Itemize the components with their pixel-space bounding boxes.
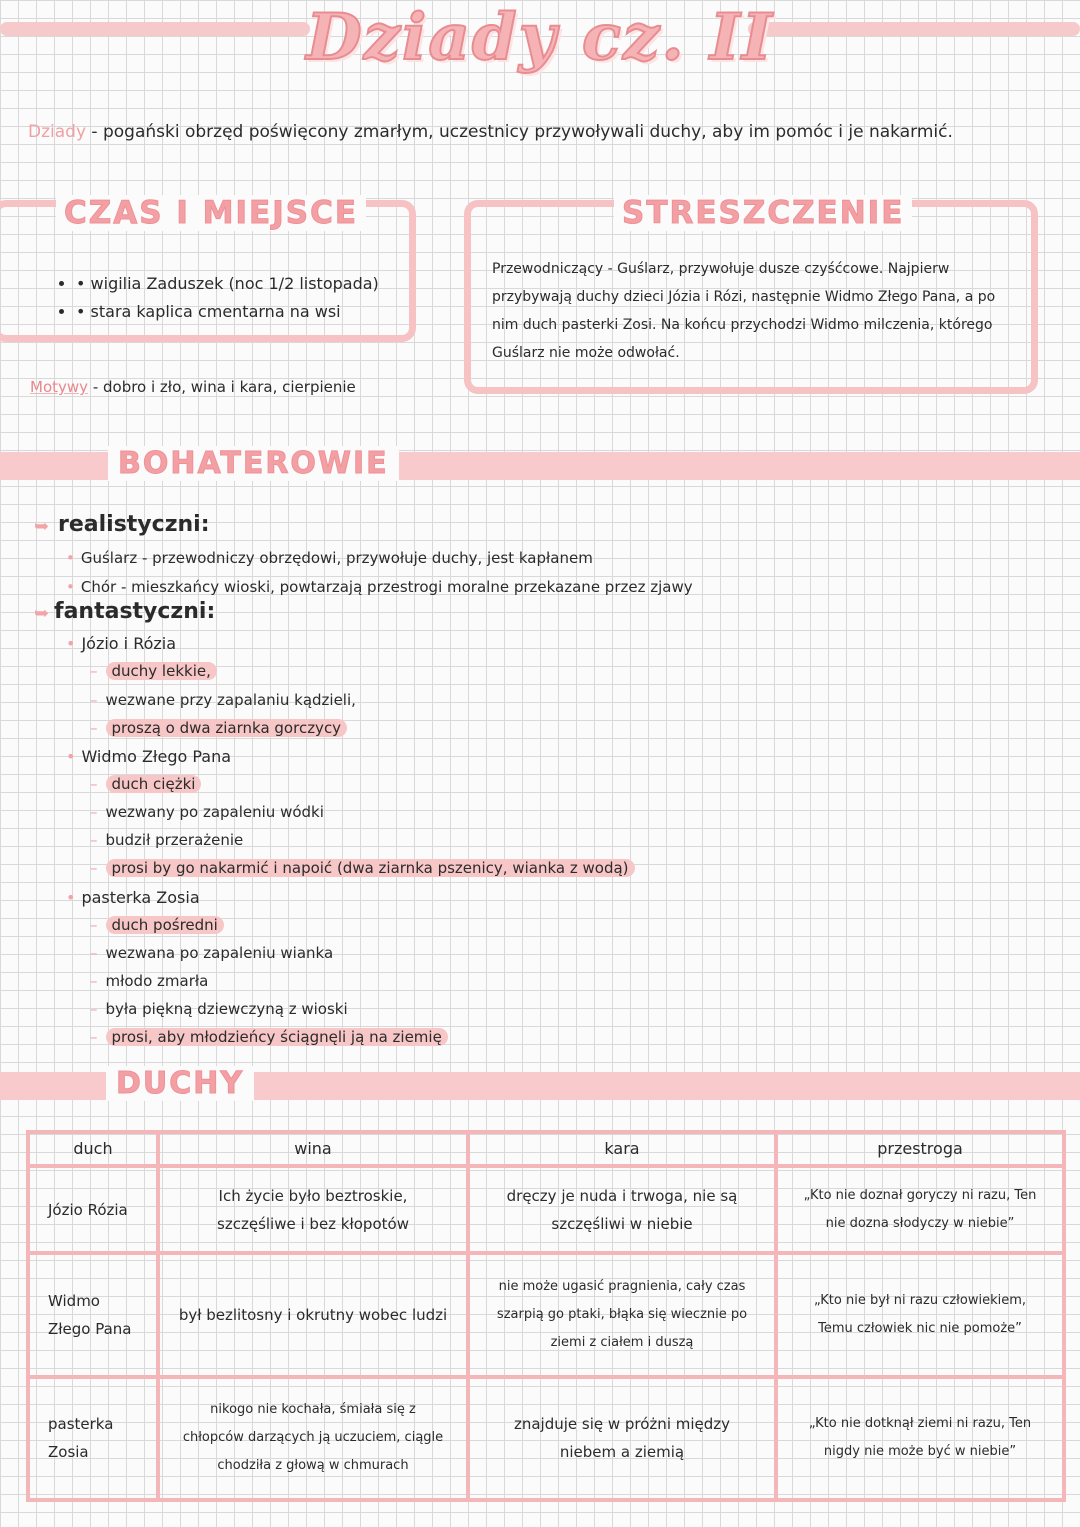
column-header-wina: wina bbox=[158, 1132, 468, 1166]
widmo-item-text: duch ciężki bbox=[106, 775, 202, 793]
cell-wina: był bezlitosny i okrutny wobec ludzi bbox=[158, 1253, 468, 1376]
motifs-term: Motywy bbox=[30, 378, 89, 396]
zosia-item: – młodo zmarła bbox=[90, 972, 209, 990]
widmo-item-text: prosi by go nakarmić i napoić (dwa ziarnka pszenicy, wianka z wodą) bbox=[106, 859, 635, 877]
table-row bbox=[28, 1166, 1064, 1253]
bullet-arrow-icon: ➥ bbox=[34, 516, 50, 537]
title-line-left bbox=[0, 22, 310, 36]
zosia-heading-text: pasterka Zosia bbox=[81, 888, 200, 907]
cell-duch: pasterka Zosia bbox=[28, 1377, 158, 1500]
widmo-heading: • Widmo Złego Pana bbox=[66, 747, 232, 766]
jozio-item: – duchy lekkie, bbox=[90, 662, 217, 680]
zosia-item: – była piękną dziewczyną z wioski bbox=[90, 1000, 348, 1018]
summary-heading: STRESZCZENIE bbox=[614, 195, 912, 231]
time-place-item: • • stara kaplica cmentarna na wsi bbox=[76, 298, 379, 326]
zosia-item: – wezwana po zapaleniu wianka bbox=[90, 944, 334, 962]
jozio-item-text: wezwane przy zapalaniu kądzieli, bbox=[105, 691, 356, 709]
jozio-item: – proszą o dwa ziarnka gorczycy bbox=[90, 719, 347, 737]
spirits-heading: DUCHY bbox=[106, 1066, 254, 1101]
cell-przestroga: „Kto nie doznał goryczy ni razu, Ten nie dozna słodyczy w niebie” bbox=[776, 1166, 1064, 1253]
characters-heading: BOHATEROWIE bbox=[108, 446, 399, 481]
time-place-heading: CZAS I MIEJSCE bbox=[56, 195, 366, 231]
cell-duch: Widmo Złego Pana bbox=[28, 1253, 158, 1376]
page-title: Dziady cz. II bbox=[306, 0, 774, 75]
column-header-kara: kara bbox=[468, 1132, 776, 1166]
realistic-heading: realistyczni: bbox=[58, 512, 210, 537]
widmo-heading-text: Widmo Złego Pana bbox=[81, 747, 232, 766]
cell-przestroga: „Kto nie był ni razu człowiekiem, Temu człowiek nic nie pomoże” bbox=[776, 1253, 1064, 1376]
column-header-duch: duch bbox=[28, 1132, 158, 1166]
cell-wina: Ich życie było beztroskie, szczęśliwe i bez kłopotów bbox=[158, 1166, 468, 1253]
zosia-item-text: wezwana po zapaleniu wianka bbox=[105, 944, 334, 962]
cell-duch: Józio Rózia bbox=[28, 1166, 158, 1253]
widmo-item-text: budził przerażenie bbox=[105, 831, 244, 849]
bullet-arrow-icon: ➥ bbox=[34, 603, 50, 624]
jozio-item-text: duchy lekkie, bbox=[106, 662, 217, 680]
jozio-item: – wezwane przy zapalaniu kądzieli, bbox=[90, 691, 356, 709]
definition bbox=[28, 122, 953, 142]
zosia-item-text: duch pośredni bbox=[106, 916, 224, 934]
cell-kara: znajduje się w próżni między niebem a ziemią bbox=[468, 1377, 776, 1500]
cell-kara: nie może ugasić pragnienia, cały czas szarpią go ptaki, błąka się wiecznie po ziemi z ciałem i duszą bbox=[468, 1253, 776, 1376]
zosia-item-text: była piękną dziewczyną z wioski bbox=[105, 1000, 348, 1018]
zosia-item: – prosi, aby młodzieńcy ściągnęli ją na ziemię bbox=[90, 1028, 448, 1046]
jozio-heading: • Józio i Rózia bbox=[66, 634, 177, 653]
table-row bbox=[28, 1377, 1064, 1500]
widmo-item: – duch ciężki bbox=[90, 775, 201, 793]
title-line-right bbox=[748, 22, 1080, 36]
realistic-item-text: Guślarz - przewodniczy obrzędowi, przywołuje duchy, jest kapłanem bbox=[80, 549, 593, 567]
fantastic-heading: fantastyczni: bbox=[54, 599, 216, 624]
realistic-item: • Guślarz - przewodniczy obrzędowi, przywołuje duchy, jest kapłanem bbox=[66, 549, 593, 567]
time-place-list bbox=[36, 270, 379, 326]
motifs bbox=[30, 378, 356, 396]
widmo-item-text: wezwany po zapaleniu wódki bbox=[105, 803, 324, 821]
zosia-heading: • pasterka Zosia bbox=[66, 888, 200, 907]
widmo-item: – prosi by go nakarmić i napoić (dwa ziarnka pszenicy, wianka z wodą) bbox=[90, 859, 635, 877]
spirits-table bbox=[26, 1130, 1066, 1502]
time-place-item: • • wigilia Zaduszek (noc 1/2 listopada) bbox=[76, 270, 379, 298]
cell-kara: dręczy je nuda i trwoga, nie są szczęśliwi w niebie bbox=[468, 1166, 776, 1253]
widmo-item: – budził przerażenie bbox=[90, 831, 244, 849]
summary-text: Przewodniczący - Guślarz, przywołuje dusze czyśćcowe. Najpierw przybywają duchy dzieci Józia i Rózi, następnie Widmo Złego Pana, a po nim duch pasterki Zosi. Na końcu przychodzi Widmo milczenia, którego Guślarz nie może odwołać. bbox=[492, 261, 996, 361]
zosia-item: – duch pośredni bbox=[90, 916, 224, 934]
widmo-item: – wezwany po zapaleniu wódki bbox=[90, 803, 324, 821]
zosia-item-text: młodo zmarła bbox=[105, 972, 209, 990]
definition-term: Dziady bbox=[28, 122, 87, 142]
table-row bbox=[28, 1253, 1064, 1376]
table-header-row bbox=[28, 1132, 1064, 1166]
cell-przestroga: „Kto nie dotknął ziemi ni razu, Ten nigdy nie może być w niebie” bbox=[776, 1377, 1064, 1500]
motifs-text: - dobro i zło, wina i kara, cierpienie bbox=[92, 378, 356, 396]
jozio-heading-text: Józio i Rózia bbox=[81, 634, 177, 653]
realistic-item: • Chór - mieszkańcy wioski, powtarzają przestrogi moralne przekazane przez zjawy bbox=[66, 578, 693, 596]
definition-text: - pogański obrzęd poświęcony zmarłym, uczestnicy przywoływali duchy, aby im pomóc i je nakarmić. bbox=[91, 122, 953, 142]
jozio-item-text: proszą o dwa ziarnka gorczycy bbox=[106, 719, 348, 737]
realistic-item-text: Chór - mieszkańcy wioski, powtarzają przestrogi moralne przekazane przez zjawy bbox=[80, 578, 693, 596]
zosia-item-text: prosi, aby młodzieńcy ściągnęli ją na ziemię bbox=[106, 1028, 448, 1046]
cell-wina: nikogo nie kochała, śmiała się z chłopców darzących ją uczuciem, ciągle chodziła z głową w chmurach bbox=[158, 1377, 468, 1500]
column-header-przestroga: przestroga bbox=[776, 1132, 1064, 1166]
